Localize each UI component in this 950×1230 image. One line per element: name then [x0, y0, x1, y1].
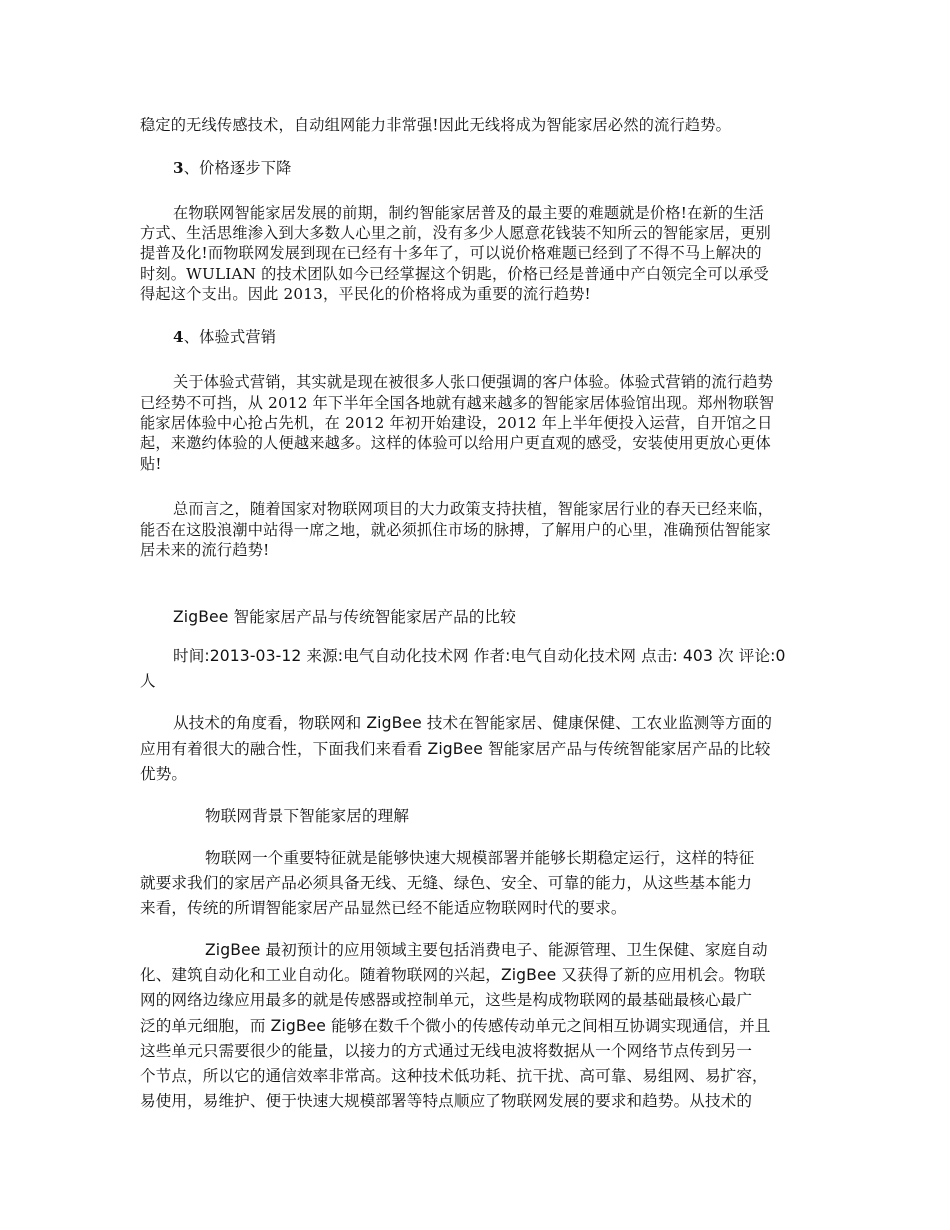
paragraph-line: 泛的单元细胞，而 ZigBee 能够在数千个微小的传感传动单元之间相互协调实现通信，并且 — [140, 1017, 771, 1035]
heading-number: 3 — [173, 159, 184, 177]
paragraph-line: 已经势不可挡，从 2012 年下半年全国各地就有越来越多的智能家居体验馆出现。郑州物联智 — [140, 394, 775, 412]
paragraph-line: 优势。 — [140, 765, 188, 783]
paragraph-line: 得起这个支出。因此 2013，平民化的价格将成为重要的流行趋势! — [140, 285, 591, 303]
paragraph-line: 物联网一个重要特征就是能够快速大规模部署并能够长期稳定运行，这样的特征 — [205, 849, 755, 867]
paragraph-line: 居未来的流行趋势! — [140, 541, 270, 559]
article-meta: 人 — [140, 672, 156, 690]
paragraph-line: 易使用，易维护、便于快速大规模部署等特点顺应了物联网发展的要求和趋势。从技术的 — [140, 1092, 753, 1110]
paragraph-line: 提普及化!而物联网发展到现在已经有十多年了，可以说价格难题已经到了不得不马上解决的 — [140, 244, 762, 262]
paragraph-line: 来看，传统的所谓智能家居产品显然已经不能适应物联网时代的要求。 — [140, 899, 627, 917]
article-meta: 时间:2013-03-12 来源:电气自动化技术网 作者:电气自动化技术网 点击: 403 次 评论:0 — [173, 647, 786, 665]
paragraph-line: 个节点，所以它的通信效率非常高。这种技术低功耗、抗干扰、高可靠、易组网、易扩容， — [140, 1067, 768, 1085]
paragraph-line: 能否在这股浪潮中站得一席之地，就必须抓住市场的脉搏，了解用户的心里，准确预估智能家 — [140, 521, 771, 539]
paragraph-line: 能家居体验中心抢占先机，在 2012 年初开始建设，2012 年上半年便投入运营，自开馆之日 — [140, 414, 773, 432]
paragraph-line: 在物联网智能家居发展的前期，制约智能家居普及的最主要的难题就是价格!在新的生活 — [173, 204, 765, 222]
paragraph-line: 网的网络边缘应用最多的就是传感器或控制单元，这些是构成物联网的最基础最核心最广 — [140, 991, 753, 1009]
heading-text: 、价格逐步下降 — [183, 159, 292, 177]
section-heading-experience — [173, 327, 276, 347]
paragraph-line: 贴! — [140, 455, 162, 473]
paragraph-line: 从技术的角度看，物联网和 ZigBee 技术在智能家居、健康保健、工农业监测等方面的 — [173, 714, 773, 732]
paragraph-line: ZigBee 最初预计的应用领域主要包括消费电子、能源管理、卫生保健、家庭自动 — [205, 941, 768, 959]
paragraph-line: 总而言之，随着国家对物联网项目的大力政策支持扶植，智能家居行业的春天已经来临， — [173, 500, 774, 518]
heading-number: 4 — [173, 328, 184, 346]
paragraph-line: 稳定的无线传感技术，自动组网能力非常强!因此无线将成为智能家居必然的流行趋势。 — [140, 116, 732, 134]
paragraph-line: 化、建筑自动化和工业自动化。随着物联网的兴起，ZigBee 又获得了新的应用机会。物联 — [140, 966, 766, 984]
paragraph-line: 起，来邀约体验的人便越来越多。这样的体验可以给用户更直观的感受，安装使用更放心更体 — [140, 434, 771, 452]
paragraph-line: 时刻。WULIAN 的技术团队如今已经掌握这个钥匙，价格已经是普通中产白领完全可以承受 — [140, 265, 769, 283]
article-subheading: 物联网背景下智能家居的理解 — [205, 807, 410, 825]
paragraph-line: 方式、生活思维渗入到大多数人心里之前，没有多少人愿意花钱装不知所云的智能家居，更别 — [140, 224, 771, 242]
section-heading-price — [173, 158, 292, 178]
heading-text: 、体验式营销 — [183, 328, 277, 346]
article-title: ZigBee 智能家居产品与传统智能家居产品的比较 — [173, 608, 516, 626]
paragraph-line: 关于体验式营销，其实就是现在被很多人张口便强调的客户体验。体验式营销的流行趋势 — [173, 373, 774, 391]
paragraph-line: 这些单元只需要很少的能量，以接力的方式通过无线电波将数据从一个网络节点传到另一 — [140, 1042, 753, 1060]
paragraph-line: 就要求我们的家居产品必须具备无线、无缝、绿色、安全、可靠的能力，从这些基本能力 — [140, 874, 753, 892]
paragraph-line: 应用有着很大的融合性，下面我们来看看 ZigBee 智能家居产品与传统智能家居产品的比较 — [140, 740, 771, 758]
